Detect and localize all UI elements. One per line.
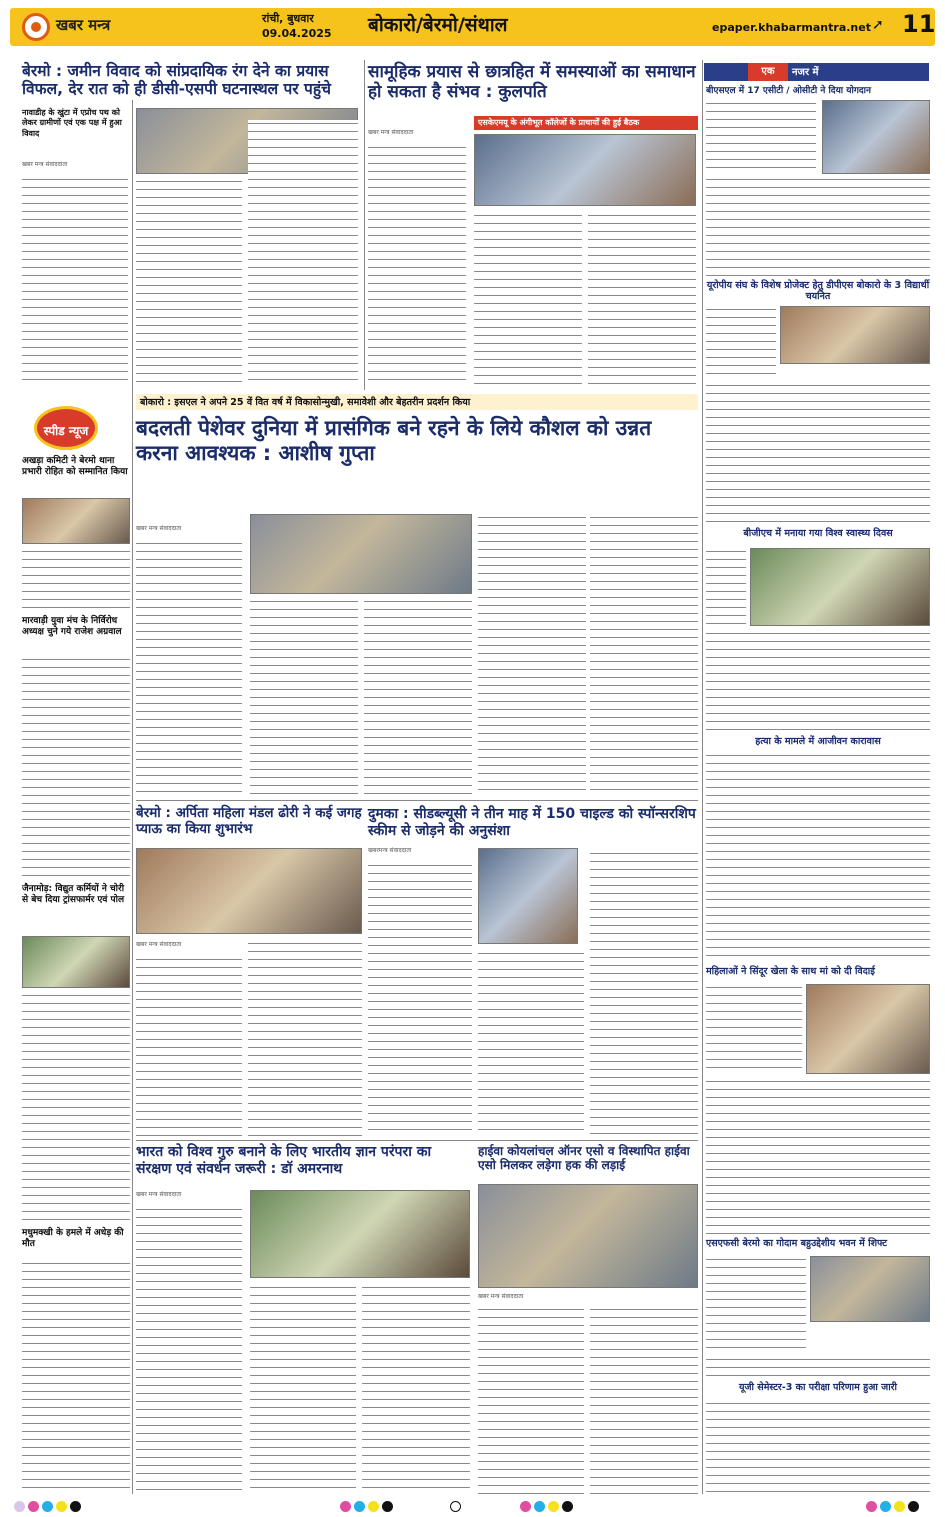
sidebar-photo [810, 1256, 930, 1322]
brand-name: खबर मन्त्र [56, 16, 111, 34]
column-divider [364, 60, 365, 390]
speed-news-headline: जैनामोड़: विद्युत कर्मियों ने चोरी से बेच दिया ट्रांसफार्मर एवं पोल [22, 884, 125, 905]
sidebar-headline: एसएफसी बेरमो का गोदाम बहुउद्देशीय भवन में शिफ्ट [706, 1238, 888, 1249]
sidebar-body [706, 1256, 806, 1352]
sidebar-body [706, 100, 816, 172]
article-body-column [478, 950, 584, 1136]
epaper-link[interactable]: epaper.khabarmantra.net [712, 21, 871, 34]
brand-logo-icon [22, 13, 50, 41]
news-photo [22, 498, 130, 544]
article-headline: भारत को विश्व गुरु बनाने के लिए भारतीय ज्ञान परंपरा का संरक्षण एवं संवर्धन जरूरी : डॉ अमरनाथ [136, 1144, 432, 1177]
speed-news-headline: अखड़ा कमिटी ने बेरमो थाना प्रभारी रोहित को सम्मानित किया [22, 456, 128, 477]
sidebar-body [706, 1400, 930, 1494]
article-byline: खबर मन्त्र संवाददाता [478, 1293, 524, 1300]
article-body-column [368, 144, 466, 386]
article-headline: बेरमो : अर्पिता महिला मंडल ढोरी ने कई जगह प्याऊ का किया शुभारंभ [136, 805, 362, 837]
article-headline: सामूहिक प्रयास से छात्रहित में समस्याओं का समाधान हो सकता है संभव : कुलपति [368, 62, 696, 103]
sidebar-body [706, 984, 802, 1074]
column-divider [702, 60, 703, 1494]
sidebar-body [706, 630, 930, 734]
sidebar-body [706, 382, 930, 524]
speed-news-body [22, 548, 130, 612]
sidebar-photo [806, 984, 930, 1074]
speed-news-body [22, 1260, 130, 1494]
sidebar-tag-ek: एक [748, 63, 788, 81]
sidebar-photo [780, 306, 930, 364]
article-body-column [136, 956, 242, 1136]
dateline-date: 09.04.2025 [262, 27, 332, 40]
column-divider [132, 100, 133, 1494]
print-registration-marks [0, 1501, 945, 1513]
article-body-column [250, 1284, 356, 1494]
sidebar-headline: बीजीएच में मनाया गया विश्व स्वास्थ्य दिवस [743, 528, 893, 539]
article-photo [474, 134, 696, 206]
sidebar-body [706, 752, 930, 962]
article-body-column [248, 120, 358, 386]
portrait-photo [478, 848, 578, 944]
article-body-column [590, 514, 698, 796]
article-photo [478, 1184, 698, 1288]
sidebar-body [706, 548, 746, 626]
article-body-column [364, 598, 472, 796]
lead-headline: बदलती पेशेवर दुनिया में प्रासंगिक बने रहने के लिये कौशल को उन्नत करना आवश्यक : आशीष गुप्ता [136, 416, 652, 465]
article-body-column [362, 1284, 470, 1494]
article-byline: खबर मन्त्र संवाददाता [136, 1191, 182, 1198]
sidebar-body [706, 1356, 930, 1378]
article-subhead: नावाडीह के खुंटा में एप्रोच पथ को लेकर ग्रामीणों एवं एक पक्ष में हुआ विवाद [22, 108, 122, 138]
article-body-column [136, 1206, 242, 1494]
article-byline: खबर मन्त्र संवाददाता [368, 129, 414, 136]
article-kicker: बोकारो : इसएल ने अपने 25 वें वित वर्ष में विकासोन्मुखी, समावेशी और बेहतरीन प्रदर्शन किया [140, 397, 471, 408]
row-divider [136, 1140, 698, 1141]
article-subhead: एसकेएमयू के अंगीभूत कॉलेजों के प्राचार्यों की हुई बैठक [478, 118, 640, 127]
article-byline: खबर मन्त्र संवाददाता [136, 941, 182, 948]
page-number: 11 [902, 10, 936, 38]
article-body-column [250, 598, 358, 796]
speed-news-headline: मधुमक्खी के हमले में अधेड़ की मौत [22, 1228, 124, 1249]
speed-news-badge: स्पीड न्यूज [34, 406, 98, 450]
article-body-column [478, 1306, 584, 1494]
article-byline: खबर मन्त्र संवाददाता [136, 525, 182, 532]
sidebar-headline: बीएसएल में 17 एसीटी / ओसीटी ने दिया योगदान [706, 86, 871, 96]
section-title: बोकारो/बेरमो/संथाल [368, 14, 508, 36]
sidebar-photo [750, 548, 930, 626]
article-body-column [248, 940, 362, 1136]
sidebar-headline: हत्या के मामले में आजीवन कारावास [755, 736, 881, 747]
article-body-column [22, 176, 128, 386]
sidebar-body [706, 1078, 930, 1234]
article-photo [250, 1190, 470, 1278]
article-headline: बेरमो : जमीन विवाद को सांप्रदायिक रंग देने का प्रयास विफल, देर रात को ही डीसी-एसपी घटनास्थल पर पहुंचे [22, 62, 331, 99]
article-body-column [588, 212, 696, 386]
news-photo [22, 936, 130, 988]
article-body-column [474, 212, 582, 386]
pointer-cursor-icon: ➚ [872, 17, 884, 33]
sidebar-headline: यूजी सेमेस्टर-3 का परीक्षा परिणाम हुआ जारी [738, 1382, 898, 1393]
sidebar-headline: महिलाओं ने सिंदूर खेला के साथ मां को दी विदाई [706, 966, 875, 977]
article-body-column [590, 850, 698, 1136]
speed-news-body [22, 656, 130, 876]
article-byline: खबर मन्त्र संवाददाता [22, 161, 68, 168]
article-body-column [136, 178, 242, 386]
article-headline: दुमका : सीडब्ल्यूसी ने तीन माह में 150 चाइल्ड को स्पॉन्सरशिप स्कीम से जोड़ने की अनुसंशा [368, 806, 696, 839]
article-body-column [368, 862, 472, 1136]
sidebar-body [706, 306, 776, 378]
dateline-city: रांची, बुधवार [262, 12, 314, 25]
article-body-column [590, 1306, 698, 1494]
article-photo [250, 514, 472, 594]
sidebar-body [706, 176, 930, 276]
article-headline: हाईवा कोयलांचल ऑनर एसो व विस्थापित हाईवा एसो मिलकर लड़ेगा हक की लड़ाई [478, 1144, 690, 1173]
sidebar-headline: यूरोपीय संघ के विशेष प्रोजेक्ट हेतु डीपीएस बोकारो के 3 विद्यार्थी चयनित [706, 280, 930, 303]
speed-news-body [22, 992, 130, 1224]
article-byline: खबरमन्त्र संवाददाता [368, 847, 412, 854]
speed-news-headline: मारवाड़ी युवा मंच के निर्विरोध अध्यक्ष चुने गये राजेश अग्रवाल [22, 616, 122, 637]
sidebar-photo [822, 100, 930, 174]
sidebar-tag-nazar: नजर में [792, 67, 819, 78]
article-body-column [136, 540, 242, 796]
article-body-column [478, 514, 586, 796]
article-photo [136, 848, 362, 934]
row-divider [136, 800, 698, 801]
